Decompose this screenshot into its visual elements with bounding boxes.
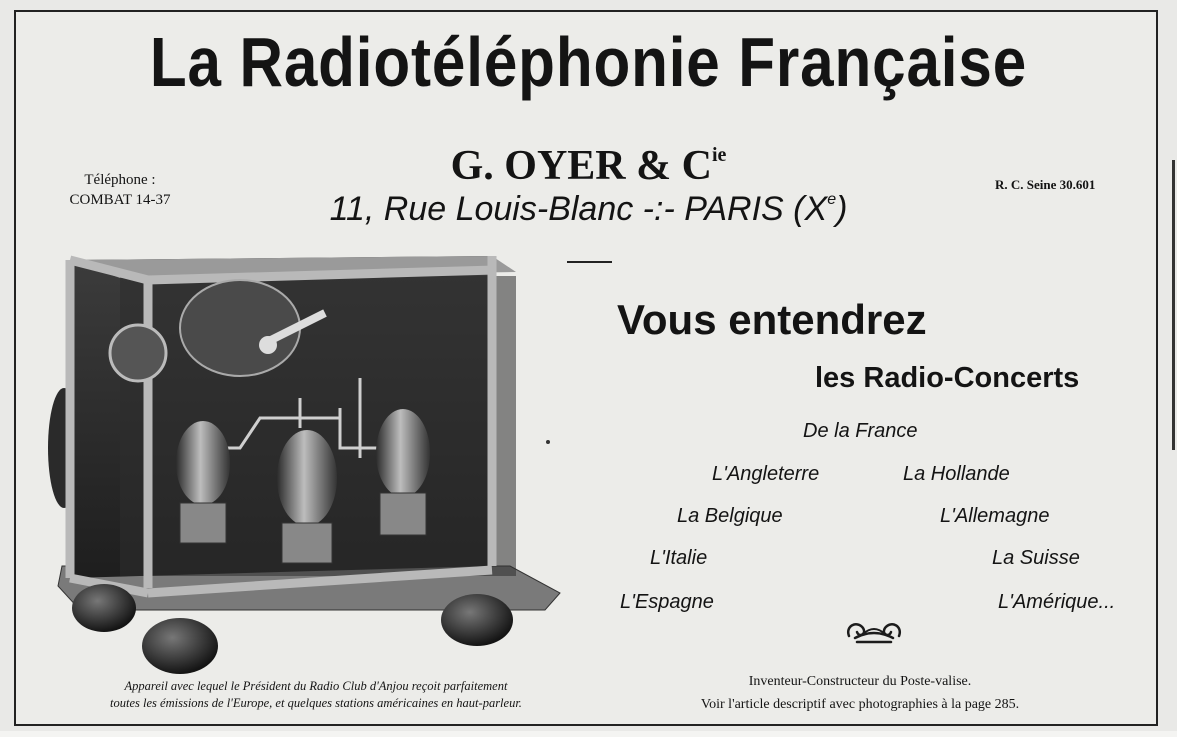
company-name-text: G. OYER & C [450, 143, 712, 189]
registry-number: R. C. Seine 30.601 [995, 177, 1096, 192]
company-suffix: ie [711, 144, 727, 166]
print-speck [546, 440, 550, 444]
footer-line: Inventeur-Constructeur du Poste-valise. [748, 674, 972, 689]
phone-label: Téléphone : [84, 172, 156, 188]
photo-caption-line: Appareil avec lequel le Président du Radio Club d'Anjou reçoit parfaitement [124, 679, 508, 693]
country-espagne: L'Espagne [620, 591, 714, 613]
radio-receiver-photo [40, 248, 565, 678]
country-france: De la France [803, 420, 918, 442]
flourish-ornament-icon [843, 616, 905, 646]
country-allemagne: L'Allemagne [940, 505, 1050, 527]
country-suisse: La Suisse [992, 547, 1080, 569]
photo-caption-line: toutes les émissions de l'Europe, et quelques stations américaines en haut-parleur. [110, 696, 522, 710]
footer-text [650, 670, 1070, 716]
headline: Vous entendrez [617, 296, 927, 343]
address-close: ) [836, 190, 848, 228]
address-suffix: e [827, 191, 837, 208]
title-divider [567, 261, 612, 263]
phone-number: COMBAT 14-37 [69, 192, 171, 208]
country-amerique: L'Amérique... [998, 591, 1116, 613]
phone-block [50, 170, 190, 210]
sub-headline: les Radio-Concerts [815, 362, 1080, 394]
country-belgique: La Belgique [677, 505, 783, 527]
address-street: 11, Rue Louis-Blanc -:- PARIS (X [329, 190, 828, 228]
country-angleterre: L'Angleterre [712, 463, 820, 485]
country-italie: L'Italie [650, 547, 708, 569]
photo-caption [60, 678, 572, 712]
ad-title: La Radiotéléphonie Française [149, 23, 1028, 101]
page-bottom-edge [0, 731, 1177, 737]
country-hollande: La Hollande [903, 463, 1010, 485]
footer-line: Voir l'article descriptif avec photographies à la page 285. [700, 697, 1020, 712]
